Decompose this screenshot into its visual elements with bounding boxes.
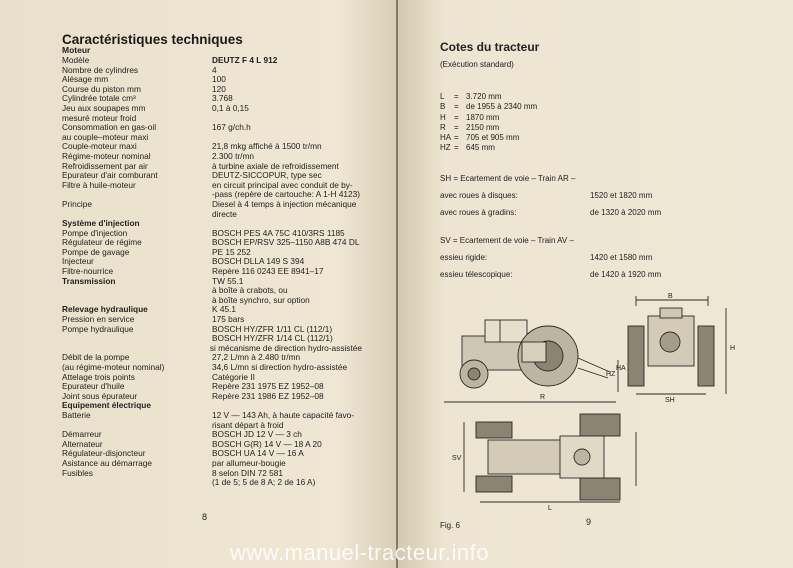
spec-label: au couple–moteur maxi bbox=[62, 131, 149, 142]
dimension-row bbox=[440, 143, 537, 153]
spec-label: Régime-moteur nominal bbox=[62, 150, 151, 161]
dimension-eq: = bbox=[454, 122, 459, 132]
dimension-eq: = bbox=[454, 133, 459, 143]
spec-label: Consommation en gas-oil bbox=[62, 122, 157, 133]
spec-value: Repère 116 0243 EE 8941–17 bbox=[212, 266, 324, 277]
spec-label: Alternateur bbox=[62, 438, 103, 449]
dimension-val: 2150 mm bbox=[466, 122, 500, 132]
track-label: essieu rigide: bbox=[440, 253, 488, 262]
spec-label: Filtre à huile-moteur bbox=[62, 179, 136, 190]
dimension-code: HA bbox=[440, 133, 452, 143]
track-value: 1520 et 1820 mm bbox=[590, 191, 653, 200]
spec-label: Cylindrée totale cm³ bbox=[62, 93, 136, 104]
label-SH: SH bbox=[665, 397, 675, 404]
spec-value: (1 de 5; 5 de 8 A; 2 de 16 A) bbox=[212, 477, 316, 488]
page-title-right: Cotes du tracteur bbox=[440, 40, 540, 54]
label-SV: SV bbox=[452, 455, 462, 462]
spec-value: 3.768 bbox=[212, 93, 233, 104]
spec-label: Principe bbox=[62, 198, 92, 209]
spec-label: Attelage trois points bbox=[62, 371, 135, 382]
spec-value: K 45.1 bbox=[212, 304, 236, 315]
spec-value: DEUTZ-SICCOPUR, type sec bbox=[212, 170, 322, 181]
track-value: de 1320 à 2020 mm bbox=[590, 208, 662, 217]
spec-list bbox=[62, 56, 362, 488]
spec-value: Catégorie II bbox=[212, 371, 255, 382]
label-B: B bbox=[668, 293, 673, 300]
spec-value: 167 g/ch.h bbox=[212, 122, 251, 133]
page-subtitle-right: (Exécution standard) bbox=[440, 60, 514, 69]
spec-value: 34,6 L/mn si direction hydro-assistée bbox=[212, 362, 348, 372]
spec-label: Refroidissement par air bbox=[62, 160, 148, 171]
track-front-heading: SV = Ecartement de voie – Train AV – bbox=[440, 236, 574, 245]
spec-label bbox=[62, 286, 212, 296]
spec-value: TW 55.1 bbox=[212, 275, 244, 286]
dimension-eq: = bbox=[454, 92, 459, 101]
spec-label: Batterie bbox=[62, 409, 91, 420]
dimension-val: 705 et 905 mm bbox=[466, 133, 520, 143]
dimension-row bbox=[440, 102, 537, 112]
spec-value: 120 bbox=[212, 83, 226, 94]
label-L: L bbox=[548, 505, 552, 512]
track-value: 1420 et 1580 mm bbox=[590, 253, 653, 262]
spec-label: Nombre de cylindres bbox=[62, 64, 139, 75]
spec-value: 4 bbox=[212, 64, 217, 75]
spec-value: BOSCH PES 4A 75C 410/3RS 1185 bbox=[212, 227, 345, 238]
dimension-row bbox=[440, 92, 537, 102]
track-line bbox=[440, 270, 661, 279]
label-HZ: HZ bbox=[606, 371, 616, 378]
track-line bbox=[440, 253, 661, 262]
label-HA: HA bbox=[616, 365, 626, 372]
dimension-eq: = bbox=[454, 102, 459, 112]
spec-label: Injecteur bbox=[62, 256, 94, 267]
dimension-code: L bbox=[440, 92, 445, 101]
track-line bbox=[440, 191, 661, 200]
spec-label bbox=[62, 478, 212, 488]
spec-value: risant départ à froid bbox=[212, 419, 284, 430]
dimensions-list bbox=[440, 92, 537, 154]
dimension-val: de 1955 à 2340 mm bbox=[466, 102, 538, 112]
spec-label: Fusibles bbox=[62, 467, 93, 478]
spec-value: Diesel à 4 temps à injection mécanique bbox=[212, 198, 357, 209]
spec-row bbox=[62, 478, 362, 488]
spec-label: Pompe de gavage bbox=[62, 246, 130, 257]
spec-label: Couple-moteur maxi bbox=[62, 141, 137, 152]
spec-label: Course du piston mm bbox=[62, 83, 141, 94]
spec-label bbox=[62, 334, 212, 344]
dimension-val: 645 mm bbox=[466, 143, 495, 153]
spec-value: BOSCH HY/ZFR 1/14 CL (112/1) bbox=[212, 333, 333, 344]
dimension-val: 3.720 mm bbox=[466, 92, 502, 101]
spec-label: Relevage hydraulique bbox=[62, 304, 148, 315]
spec-value: Repère 231 1975 EZ 1952–08 bbox=[212, 381, 324, 392]
spec-value: à boîte synchro, sur option bbox=[212, 294, 310, 305]
tractor-rear-view bbox=[628, 296, 726, 394]
spec-value: -pass (repère de cartouche: A 1-H 4123) bbox=[212, 189, 361, 200]
spec-value: BOSCH DLLA 149 S 394 bbox=[212, 256, 305, 267]
spec-label: Pompe hydraulique bbox=[62, 323, 134, 334]
tractor-side-view bbox=[460, 320, 610, 388]
dimension-row bbox=[440, 113, 537, 123]
spec-value: BOSCH JD 12 V — 3 ch bbox=[212, 429, 302, 440]
spec-label: (au régime-moteur nominal) bbox=[62, 362, 165, 372]
track-rear-block bbox=[440, 174, 661, 225]
spec-value: à turbine axiale de refroidissement bbox=[212, 160, 339, 171]
spec-value: 8 selon DIN 72 581 bbox=[212, 467, 284, 478]
section-heading: Système d'injection bbox=[62, 218, 140, 229]
spec-label: Modèle bbox=[62, 55, 90, 65]
spec-label: Filtre-nourrice bbox=[62, 266, 114, 277]
spec-value: DEUTZ F 4 L 912 bbox=[212, 55, 278, 65]
dimension-row bbox=[440, 123, 537, 133]
track-label: avec roues à disques: bbox=[440, 191, 518, 200]
dimension-code: H bbox=[440, 112, 446, 122]
spec-value: 175 bars bbox=[212, 314, 245, 325]
spec-label: Régulateur de régime bbox=[62, 237, 142, 248]
section-heading: Equipement électrique bbox=[62, 400, 151, 411]
page-title: Caractéristiques techniques bbox=[62, 32, 243, 47]
spec-value: 12 V — 143 Ah, à haute capacité favo- bbox=[212, 409, 355, 420]
page-number-left: 8 bbox=[202, 512, 208, 522]
spec-value: 100 bbox=[212, 74, 226, 85]
spec-label: Démarreur bbox=[62, 429, 102, 440]
spec-value: par allumeur-bougie bbox=[212, 457, 286, 468]
section-heading-moteur: Moteur bbox=[62, 45, 91, 55]
spec-value: 2.300 tr/mn bbox=[212, 150, 254, 161]
right-page bbox=[398, 0, 793, 568]
tractor-top-view bbox=[464, 414, 636, 502]
spec-label: Epurateur d'air comburant bbox=[62, 170, 158, 181]
spec-value: BOSCH UA 14 V — 16 A bbox=[212, 448, 304, 459]
spec-value: 0,1 à 0,15 bbox=[212, 102, 249, 113]
spec-label: Asistance au démarrage bbox=[62, 457, 152, 468]
dimension-eq: = bbox=[454, 112, 459, 122]
spec-label: Epurateur d'huile bbox=[62, 381, 125, 392]
figure-caption: Fig. 6 bbox=[440, 521, 461, 530]
track-rear-heading: SH = Ecartement de voie – Train AR – bbox=[440, 174, 576, 183]
dimension-code: B bbox=[440, 102, 446, 112]
spec-value: BOSCH G(R) 14 V — 18 A 20 bbox=[212, 438, 322, 449]
spec-value: 21,8 mkg affiché à 1500 tr/mn bbox=[212, 141, 322, 152]
spec-label: Jeu aux soupapes mm bbox=[62, 102, 146, 113]
spec-value: BOSCH HY/ZFR 1/11 CL (112/1) bbox=[212, 323, 333, 334]
spec-value: à boîte à crabots, ou bbox=[212, 285, 288, 296]
track-label: avec roues à gradins: bbox=[440, 208, 517, 217]
spec-label: Débit de la pompe bbox=[62, 352, 130, 363]
spec-label: Joint sous épurateur bbox=[62, 390, 138, 401]
spec-value: en circuit principal avec conduit de by- bbox=[212, 179, 353, 190]
left-page bbox=[0, 0, 396, 568]
spec-value: PE 15 252 bbox=[212, 246, 251, 257]
track-value: de 1420 à 1920 mm bbox=[590, 270, 662, 279]
track-line bbox=[440, 208, 661, 217]
label-H: H bbox=[730, 345, 736, 352]
dimension-eq: = bbox=[454, 143, 459, 153]
dimension-row bbox=[440, 133, 537, 143]
spec-label: Régulateur-disjoncteur bbox=[62, 448, 146, 459]
watermark: www.manuel-tracteur.info bbox=[230, 540, 489, 565]
spec-label: Pression en service bbox=[62, 314, 135, 325]
track-label: essieu télescopique: bbox=[440, 270, 513, 279]
spec-value: BOSCH EP/RSV 325–1150 A8B 474 DL bbox=[212, 237, 360, 248]
spec-value: si mécanisme de direction hydro-assistée bbox=[209, 342, 362, 353]
dimension-val: 1870 mm bbox=[466, 112, 500, 122]
spec-label: mesuré moteur froid bbox=[62, 112, 137, 123]
spec-value: Repère 231 1986 EZ 1952–08 bbox=[212, 390, 324, 401]
page-number-right: 9 bbox=[586, 517, 592, 527]
spec-label: Pompe d'injection bbox=[62, 227, 128, 238]
dimension-code: R bbox=[440, 122, 446, 132]
spec-value: directe bbox=[212, 208, 237, 219]
spec-label: Alésage mm bbox=[62, 74, 109, 85]
dimension-code: HZ bbox=[440, 143, 451, 153]
spec-label: Transmission bbox=[62, 275, 116, 286]
spec-value: 27,2 L/mn à 2.480 tr/mn bbox=[212, 352, 301, 363]
label-R: R bbox=[540, 394, 546, 401]
track-front-block bbox=[440, 236, 661, 287]
tractor-dimension-figure bbox=[440, 293, 740, 512]
